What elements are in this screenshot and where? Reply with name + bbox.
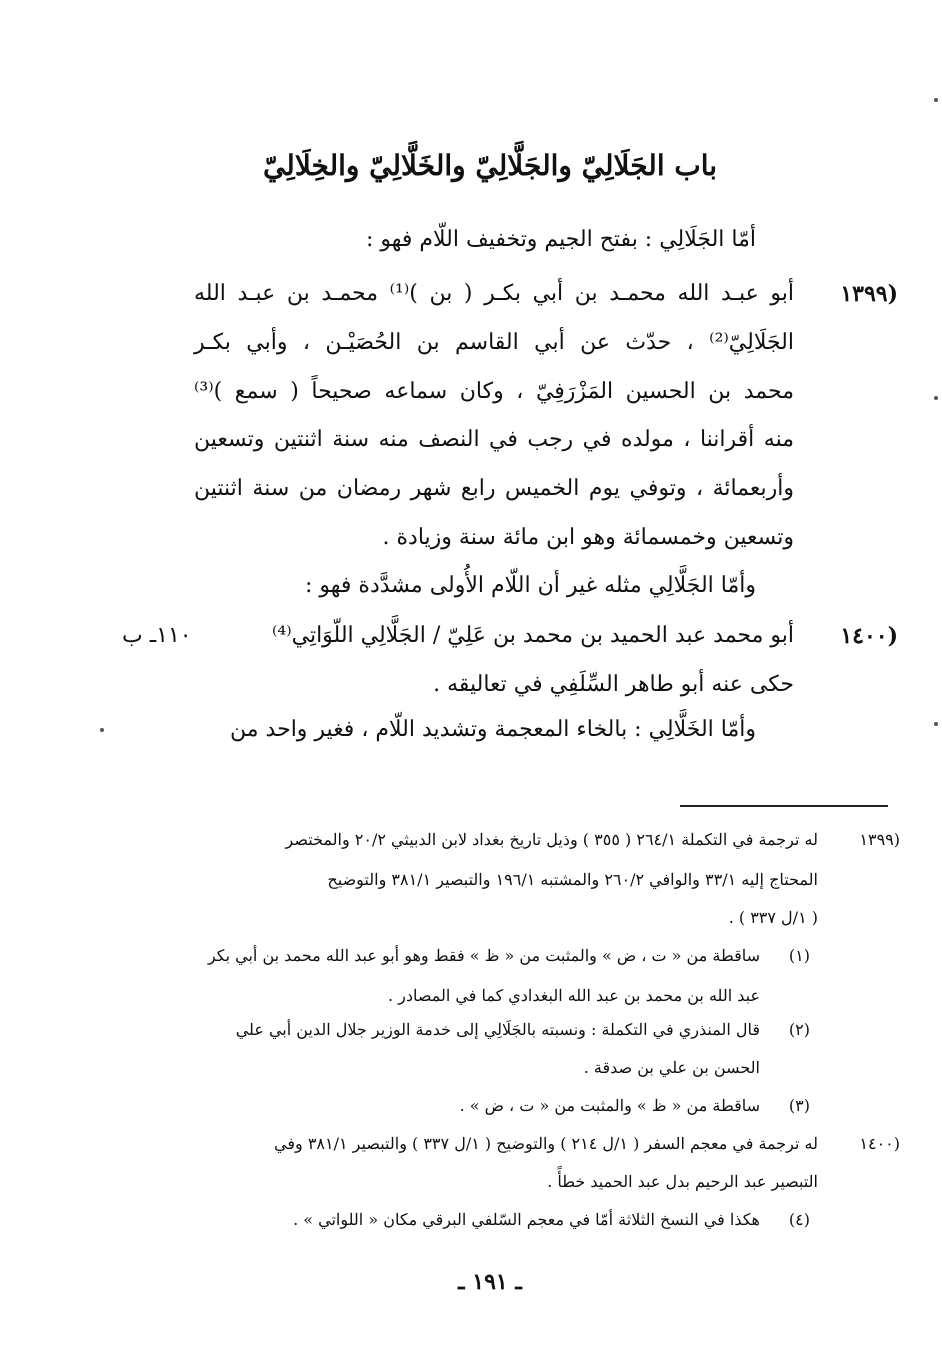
footnote-number-1399: (١٣٩٩ [859, 830, 900, 849]
entry-1399-line-3: محمد بن الحسين المَزْرَفِيّ ، وكان سماعه صحيحاً ( سمع )⁽³⁾ [194, 379, 794, 404]
entry-1400-line-1: أبو محمد عبد الحميد بن محمد بن عَلِيّ / الجَلَّالِي اللّوَاتِي⁽⁴⁾ [271, 623, 794, 648]
entry-1399-line-5: وأربعمائة ، وتوفي يوم الخميس رابع شهر رمضان من سنة اثنتين [194, 476, 794, 501]
footnote-number-3: (٣) [788, 1096, 810, 1115]
entry-1399-line-1: أبو عبـد الله محمـد بن أبي بكـر ( بن )⁽¹⁾ محمـد بن عبـد الله [194, 281, 794, 306]
intro-line-2: وأمّا الجَلَّالِي مثله غير أن اللّام الأُولى مشدَّدة فهو : [305, 573, 756, 598]
footnote-number-1: (١) [788, 946, 810, 965]
footnote-2-line-1: قال المنذري في التكملة : ونسبته بالجَلَالِي إلى خدمة الوزير جلال الدين أبي علي [235, 1020, 760, 1039]
scan-speck [934, 722, 938, 726]
scan-speck [100, 728, 104, 732]
entry-number-1399: (١٣٩٩ [840, 281, 898, 307]
footnote-1-line-2: عبد الله بن محمد بن عبد الله البغدادي كما في المصادر . [387, 986, 760, 1005]
entry-1399-line-2: الجَلَالِيّ⁽²⁾ ، حدّث عن أبي القاسم بن الحُصَيْـن ، وأبي بكـر [194, 330, 794, 355]
footnote-1399-line-1: له ترجمة في التكملة ٢٦٤/١ ( ٣٥٥ ) وذيل تاريخ بغداد لابن الدبيثي ٢٠/٢ والمختصر [285, 830, 818, 849]
footnote-1-line-1: ساقطة من « ت ، ض » والمثبت من « ظ » فقط وهو أبو عبد الله محمد بن أبي بكر [207, 946, 760, 965]
scan-speck [934, 98, 938, 102]
intro-line: أمّا الجَلَالِي : بفتح الجيم وتخفيف اللّام فهو : [365, 227, 756, 252]
footnote-4-line-1: هكذا في النسخ الثلاثة أمّا في معجم السّلفي البرقي مكان « اللواتي » . [293, 1210, 760, 1229]
chapter-title: باب الجَلَالِيّ والجَلَّالِيّ والخَلَّالِيّ والخِلَالِيّ [262, 149, 718, 182]
footnote-separator [680, 805, 888, 807]
footnote-1400-line-1: له ترجمة في معجم السفر ( ١/ل ٢١٤ ) والتوضيح ( ١/ل ٣٣٧ ) والتبصير ٣٨١/١ وفي [274, 1134, 818, 1153]
scan-speck [934, 396, 938, 400]
footnote-3-line-1: ساقطة من « ظ » والمثبت من « ت ، ض » . [459, 1096, 760, 1115]
intro-line-3: وأمّا الخَلَّالِي : بالخاء المعجمة وتشديد اللّام ، فغير واحد من [230, 717, 756, 742]
footnote-2-line-2: الحسن بن علي بن صدقة . [583, 1058, 760, 1077]
footnote-1399-line-2: المحتاج إليه ٣٣/١ والوافي ٢٦٠/٢ والمشتبه ١٩٦/١ والتبصير ٣٨١/١ والتوضيح [327, 870, 818, 889]
entry-1400-line-2: حكى عنه أبو طاهر السِّلَفِي في تعاليقه . [433, 672, 794, 697]
manuscript-folio-marker: ١١٠ـ ب [122, 623, 192, 648]
footnote-1399-line-3: ( ١/ل ٣٣٧ ) . [728, 908, 818, 927]
page-number: ـ ١٩١ ـ [458, 1269, 522, 1295]
footnote-number-2: (٢) [788, 1020, 810, 1039]
entry-number-1400: (١٤٠٠ [840, 623, 898, 649]
footnote-number-1400: (١٤٠٠ [859, 1134, 900, 1153]
entry-1399-line-4: منه أقراننا ، مولده في رجب في النصف منه سنة اثنتين وتسعين [194, 427, 794, 452]
entry-1399-line-6: وتسعين وخمسمائة وهو ابن مائة سنة وزيادة . [382, 525, 794, 550]
footnote-1400-line-2: التبصير عبد الرحيم بدل عبد الحميد خطأً . [547, 1172, 818, 1191]
footnote-number-4: (٤) [788, 1210, 810, 1229]
